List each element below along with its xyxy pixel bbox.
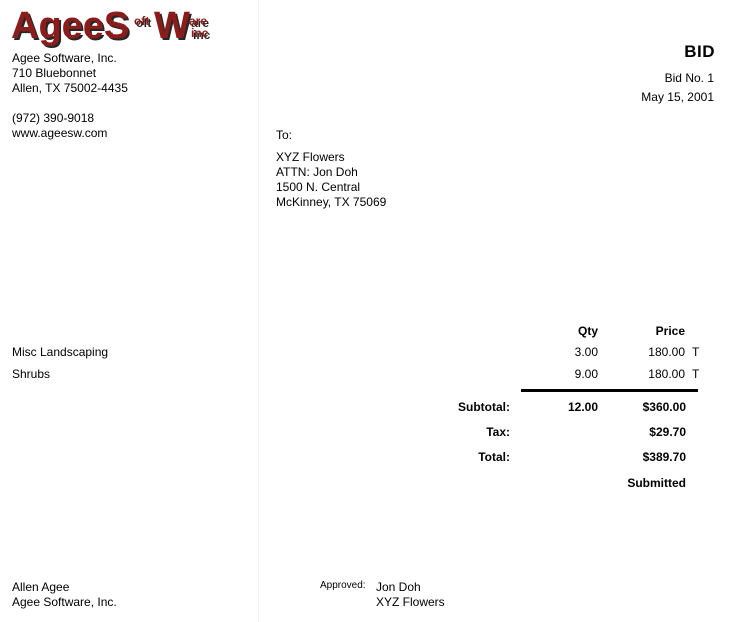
tax-value: $29.70 (649, 425, 686, 439)
column-header-qty: Qty (577, 324, 598, 338)
totals-rule (521, 389, 698, 392)
document-title: BID (684, 42, 715, 61)
status-label: Submitted (627, 476, 686, 490)
company-address (12, 51, 128, 96)
company-phone: (972) 390-9018 (12, 111, 95, 125)
line-item-tax-flag: T (692, 345, 700, 359)
sender-signature (12, 580, 117, 610)
total-value: $389.70 (642, 450, 686, 464)
approver-name: Jon Doh (376, 580, 421, 594)
company-contact (12, 111, 107, 141)
recipient-address-line-1: 1500 N. Central (276, 180, 361, 194)
recipient-name: XYZ Flowers (276, 150, 345, 164)
subtotal-value: $360.00 (642, 400, 686, 414)
recipient-address (276, 150, 386, 210)
company-logo (11, 4, 221, 48)
company-address-line-1: 710 Bluebonnet (12, 66, 97, 80)
column-header-price: Price (655, 324, 685, 338)
approver-company: XYZ Flowers (376, 595, 445, 609)
to-label: To: (276, 128, 293, 142)
logo-main-text: AgeeS (11, 5, 130, 47)
line-item-tax-flag: T (692, 367, 700, 381)
tax-label: Tax: (486, 425, 510, 439)
sender-company: Agee Software, Inc. (12, 595, 117, 609)
company-address-line-2: Allen, TX 75002-4435 (12, 81, 128, 95)
logo-small-text-3: inc (191, 26, 209, 40)
line-item-price: 180.00 (648, 367, 685, 381)
total-label: Total: (478, 450, 510, 464)
line-item-description: Shrubs (12, 367, 51, 381)
line-item-qty: 9.00 (574, 367, 598, 381)
company-website: www.ageesw.com (12, 126, 108, 140)
line-item-description: Misc Landscaping (12, 345, 109, 359)
subtotal-qty: 12.00 (567, 400, 598, 414)
approved-label: Approved: (320, 580, 366, 591)
sender-name: Allen Agee (12, 580, 70, 594)
company-name: Agee Software, Inc. (12, 51, 117, 65)
subtotal-label: Subtotal: (458, 400, 510, 414)
logo-small-text-2: are (189, 14, 208, 28)
bid-number: Bid No. 1 (664, 71, 714, 85)
line-item-price: 180.00 (648, 345, 685, 359)
recipient-address-line-2: McKinney, TX 75069 (276, 195, 387, 209)
logo-w-text: W (154, 5, 190, 47)
bid-date: May 15, 2001 (641, 90, 714, 104)
logo-small-text-1: oft (134, 14, 150, 28)
line-item-qty: 3.00 (574, 345, 598, 359)
approver-signature (376, 580, 445, 610)
recipient-attn: ATTN: Jon Doh (276, 165, 358, 179)
page-divider (258, 0, 259, 622)
